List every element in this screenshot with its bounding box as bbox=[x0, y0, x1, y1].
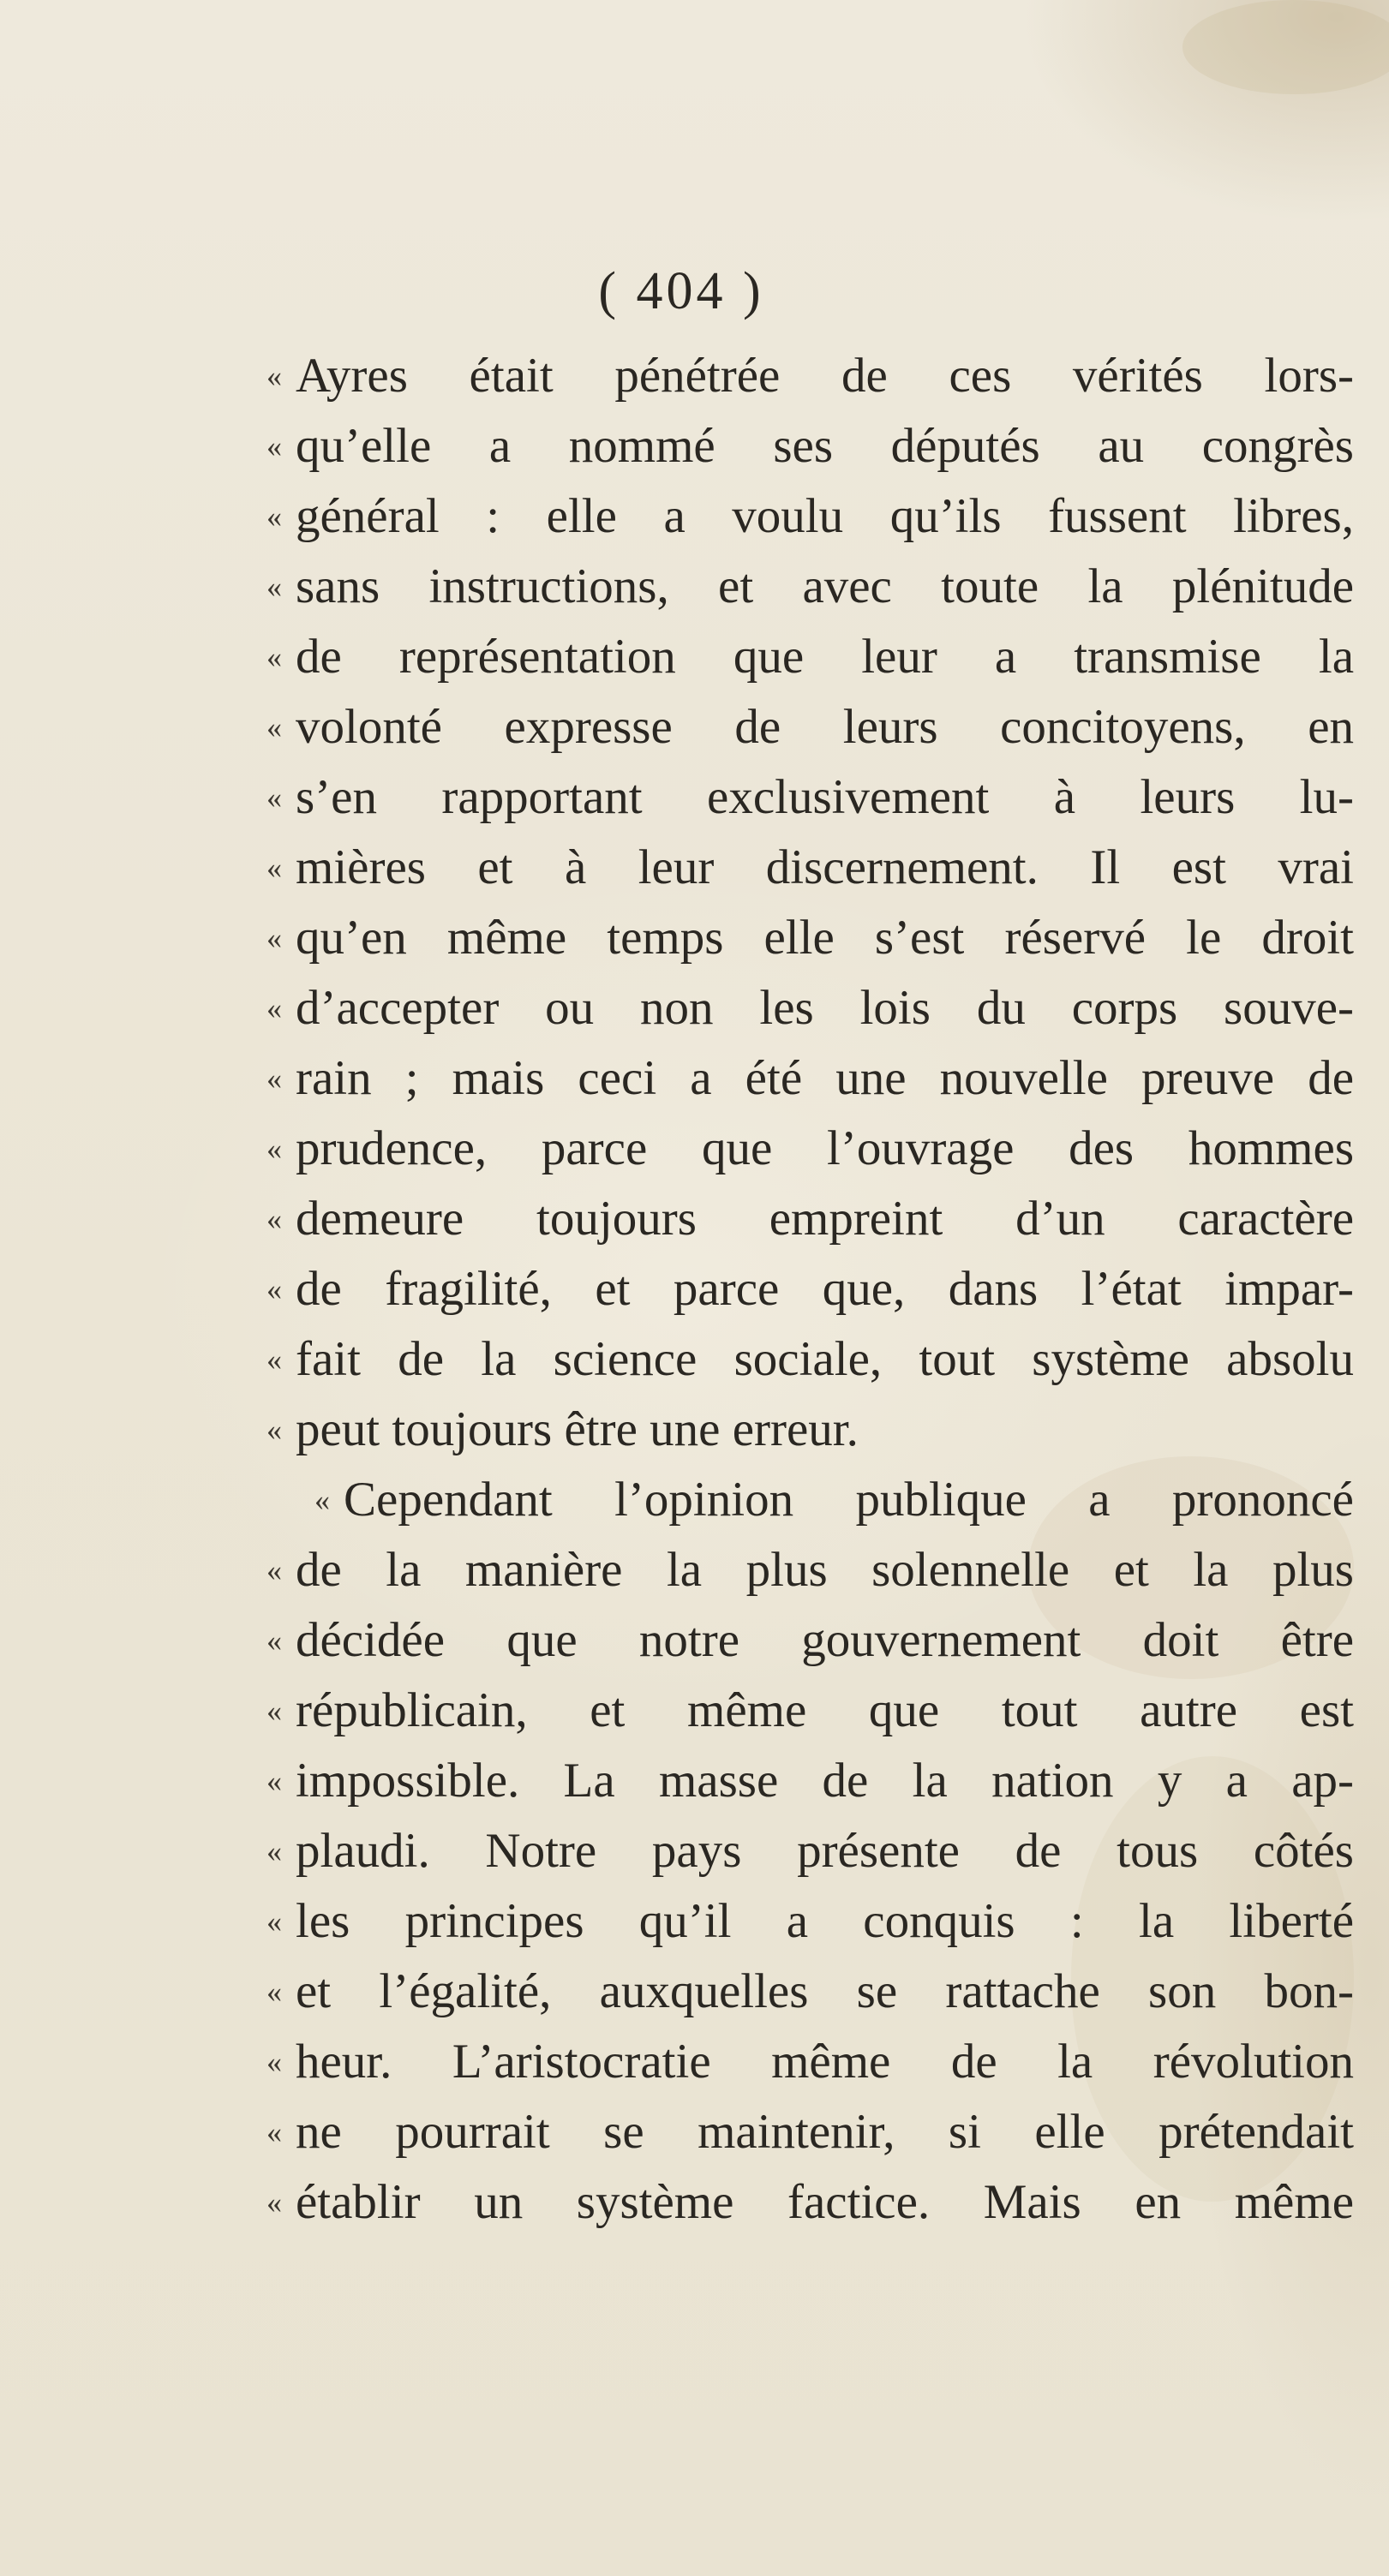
line-text: de fragilité, et parce que, dans l’état impar- bbox=[296, 1262, 1354, 1316]
line-text: républicain, et même que tout autre est bbox=[296, 1683, 1354, 1737]
line-text: ne pourrait se maintenir, si elle prétendait bbox=[296, 2105, 1354, 2159]
text-line bbox=[266, 1043, 1354, 1114]
text-line bbox=[266, 1324, 1354, 1395]
text-line bbox=[266, 1816, 1354, 1886]
line-text: Cependant l’opinion publique a prononcé bbox=[344, 1473, 1354, 1527]
text-line bbox=[266, 1395, 1354, 1465]
line-text: de représentation que leur a transmise la bbox=[296, 630, 1354, 684]
line-text: peut toujours être une erreur. bbox=[296, 1402, 859, 1456]
text-line bbox=[266, 1605, 1354, 1676]
text-line bbox=[266, 2167, 1354, 2238]
quote-mark: « bbox=[266, 2115, 282, 2149]
text-line bbox=[266, 762, 1354, 833]
page-number: ( 404 ) bbox=[598, 262, 764, 320]
line-text: mières et à leur discernement. Il est vrai bbox=[296, 840, 1354, 894]
text-line bbox=[266, 833, 1354, 903]
quote-mark: « bbox=[266, 2185, 282, 2220]
quote-mark: « bbox=[266, 1764, 282, 1798]
quote-mark: « bbox=[266, 1694, 282, 1728]
paper-stain bbox=[1182, 0, 1389, 94]
text-line bbox=[266, 1676, 1354, 1746]
line-text: rain ; mais ceci a été une nouvelle preuve de bbox=[296, 1051, 1354, 1105]
text-line bbox=[266, 1886, 1354, 1957]
line-text: Ayres était pénétrée de ces vérités lors- bbox=[296, 349, 1354, 403]
quote-mark: « bbox=[266, 921, 282, 955]
line-text: qu’elle a nommé ses députés au congrès bbox=[296, 419, 1354, 473]
line-text: demeure toujours empreint d’un caractère bbox=[296, 1192, 1354, 1246]
text-line bbox=[266, 622, 1354, 692]
text-line bbox=[266, 692, 1354, 762]
text-line bbox=[266, 1957, 1354, 2027]
quote-mark: « bbox=[266, 570, 282, 604]
line-text: sans instructions, et avec toute la plénitude bbox=[296, 559, 1354, 613]
quote-mark: « bbox=[266, 1975, 282, 2009]
quote-mark: « bbox=[266, 2045, 282, 2079]
quote-mark: « bbox=[266, 1342, 282, 1377]
text-line bbox=[266, 903, 1354, 973]
line-text: plaudi. Notre pays présente de tous côtés bbox=[296, 1824, 1354, 1878]
quote-mark: « bbox=[266, 1834, 282, 1868]
body-text bbox=[266, 341, 1354, 2238]
line-text: de la manière la plus solennelle et la plus bbox=[296, 1543, 1354, 1597]
quote-mark: « bbox=[266, 1904, 282, 1939]
text-line bbox=[266, 411, 1354, 481]
text-line bbox=[266, 973, 1354, 1043]
text-line bbox=[266, 1254, 1354, 1324]
text-line bbox=[266, 2027, 1354, 2097]
line-text: qu’en même temps elle s’est réservé le droit bbox=[296, 911, 1354, 965]
quote-mark: « bbox=[266, 1132, 282, 1166]
text-line bbox=[266, 1746, 1354, 1816]
line-text: établir un système factice. Mais en même bbox=[296, 2175, 1354, 2229]
text-line bbox=[266, 552, 1354, 622]
quote-mark: « bbox=[266, 429, 282, 463]
quote-mark: « bbox=[266, 499, 282, 534]
line-text: volonté expresse de leurs concitoyens, en bbox=[296, 700, 1354, 754]
quote-mark: « bbox=[266, 710, 282, 744]
quote-mark: « bbox=[314, 1483, 330, 1517]
text-line bbox=[266, 2097, 1354, 2167]
quote-mark: « bbox=[266, 780, 282, 815]
quote-mark: « bbox=[266, 640, 282, 674]
line-text: général : elle a voulu qu’ils fussent libres, bbox=[296, 489, 1354, 543]
text-line bbox=[266, 1535, 1354, 1605]
quote-mark: « bbox=[266, 1061, 282, 1096]
quote-mark: « bbox=[266, 1623, 282, 1658]
quote-mark: « bbox=[266, 1202, 282, 1236]
text-line bbox=[266, 341, 1354, 411]
quote-mark: « bbox=[266, 851, 282, 885]
line-text: s’en rapportant exclusivement à leurs lu- bbox=[296, 770, 1354, 824]
text-line bbox=[266, 481, 1354, 552]
line-text: décidée que notre gouvernement doit être bbox=[296, 1613, 1354, 1667]
text-line bbox=[266, 1114, 1354, 1184]
line-text: d’accepter ou non les lois du corps souve- bbox=[296, 981, 1354, 1035]
line-text: prudence, parce que l’ouvrage des hommes bbox=[296, 1121, 1354, 1175]
quote-mark: « bbox=[266, 1553, 282, 1587]
quote-mark: « bbox=[266, 359, 282, 393]
line-text: et l’égalité, auxquelles se rattache son bon- bbox=[296, 1964, 1354, 2018]
text-line bbox=[266, 1184, 1354, 1254]
quote-mark: « bbox=[266, 991, 282, 1025]
text-line bbox=[296, 1465, 1354, 1535]
line-text: heur. L’aristocratie même de la révolution bbox=[296, 2035, 1354, 2089]
line-text: impossible. La masse de la nation y a ap- bbox=[296, 1754, 1354, 1808]
quote-mark: « bbox=[266, 1413, 282, 1447]
line-text: fait de la science sociale, tout système absolu bbox=[296, 1332, 1354, 1386]
quote-mark: « bbox=[266, 1272, 282, 1306]
line-text: les principes qu’il a conquis : la liberté bbox=[296, 1894, 1354, 1948]
